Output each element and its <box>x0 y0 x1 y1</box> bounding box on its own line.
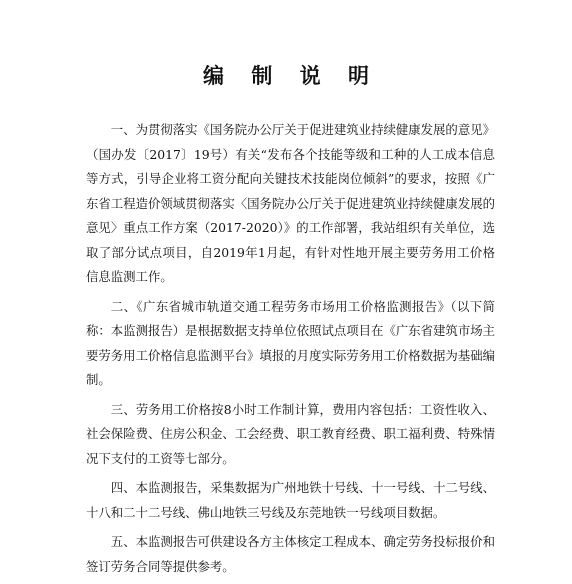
document-body <box>86 118 495 584</box>
paragraph-5: 五、本监测报告可供建设各方主体核定工程成本、确定劳务投标报价和签订劳务合同等提供参考。 <box>86 534 495 574</box>
paragraph-3: 三、劳务用工价格按8小时工作制计算，费用内容包括：工资性收入、社会保险费、住房公积金、工会经费、职工教育经费、职工福利费、特殊情况下支付的工资等七部分。 <box>86 401 495 466</box>
document-title: 编 制 说 明 <box>203 64 379 88</box>
paragraph-2: 二、《广东省城市轨道交通工程劳务市场用工价格监测报告》（以下简称：本监测报告）是根据数据支持单位依照试点项目在《广东省建筑市场主要劳务用工价格信息监测平台》填报的月度实际劳务用工价格数据为基础编制。 <box>86 298 495 387</box>
paragraph-4: 四、本监测报告，采集数据为广州地铁十号线、十一号线、十二号线、十八和二十二号线、佛山地铁三号线及东莞地铁一号线项目数据。 <box>86 480 495 520</box>
paragraph-1: 一、为贯彻落实《国务院办公厅关于促进建筑业持续健康发展的意见》（国办发〔2017〕19号）有关“发布各个技能等级和工种的人工成本信息等方式，引导企业将工资分配向关键技术技能岗位倾斜”的要求，按照《广东省工程造价领域贯彻落实〈国务院办公厅关于促进建筑业持续健康发展的意见〉重点工作方案（2017-2020）》的工作部署，我站组织有关单位，选取了部分试点项目，自2019年1月起，有针对性地开展主要劳务用工价格信息监测工作。 <box>86 122 495 284</box>
